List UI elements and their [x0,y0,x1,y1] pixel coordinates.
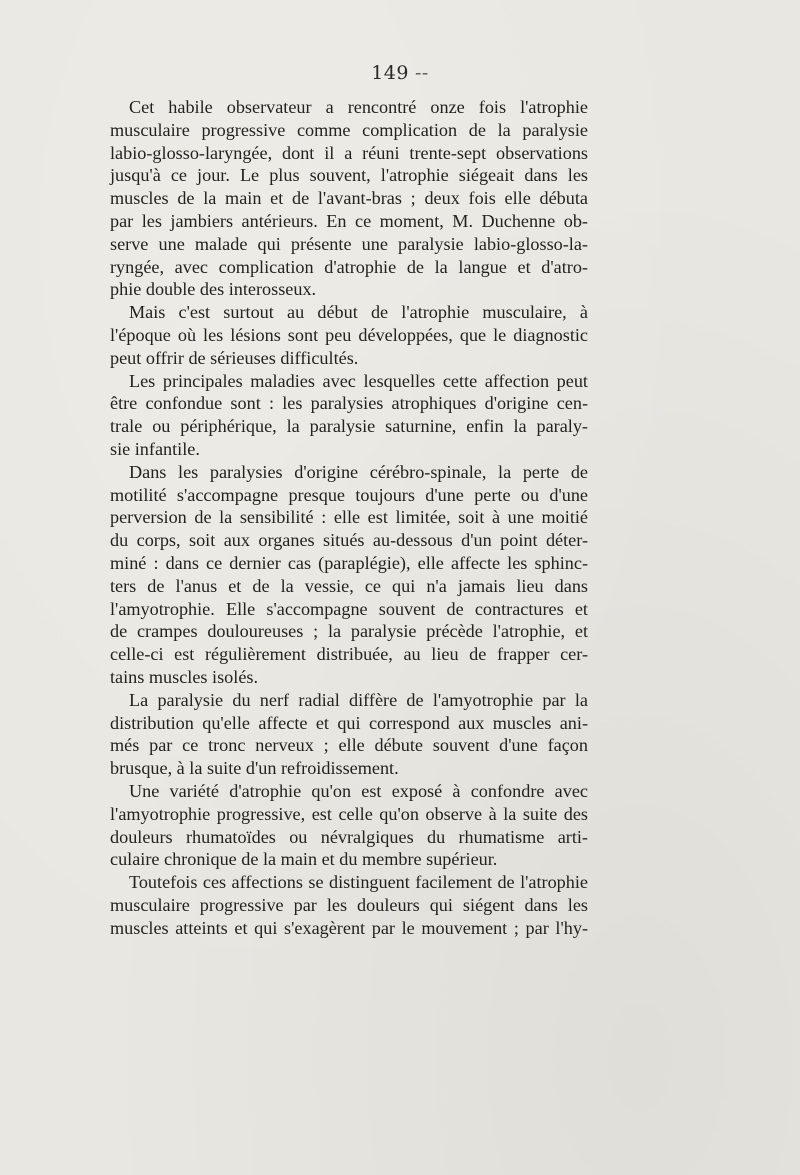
paragraph [110,301,588,369]
text-line: més par ce tronc nerveux ; elle débute souvent d'une façon [110,735,588,756]
text-line: de crampes douloureuses ; la paralysie précède l'atrophie, et [110,621,588,642]
text-line: musculaire progressive par les douleurs qui siégent dans les [110,894,588,915]
text-line: perversion de la sensibilité : elle est limitée, soit à une moitié [110,507,588,528]
text-line: Cet habile observateur a rencontré onze fois l'atrophie [129,97,588,117]
paragraph [110,370,588,461]
text-line: l'amyotrophie. Elle s'accompagne souvent de contractures et [110,598,588,619]
text-line: serve une malade qui présente une paralysie labio-glosso-la- [110,233,588,254]
text-line: muscles atteints et qui s'exagèrent par le mouvement ; par l'hy- [110,917,588,938]
text-line: motilité s'accompagne presque toujours d'une perte ou d'une [110,484,588,505]
text-line: tains muscles isolés. [110,666,259,687]
text-line: ters de l'anus et de la vessie, ce qui n'a jamais lieu dans [110,575,588,596]
text-line: brusque, à la suite d'un refroidissement. [110,758,399,779]
text-line: Mais c'est surtout au début de l'atrophie musculaire, à [129,302,588,323]
paragraph [110,871,588,939]
text-line: distribution qu'elle affecte et qui correspond aux muscles ani- [110,712,588,733]
text-line: ryngée, avec complication d'atrophie de la langue et d'atro- [110,256,588,277]
paragraph [110,96,588,301]
text-line: sie infantile. [110,438,200,459]
page-number: 149 [371,62,409,84]
text-line: l'amyotrophie progressive, est celle qu'on observe à la suite des [110,803,588,824]
text-line: l'époque où les lésions sont peu développées, que le diagnostic [110,324,588,345]
body-text [110,96,588,939]
text-line: musculaire progressive comme complication de la paralysie [110,119,588,140]
text-line: jusqu'à ce jour. Le plus souvent, l'atrophie siégeait dans les [110,165,588,186]
text-line: Les principales maladies avec lesquelles cette affection peut [129,370,588,391]
text-line: par les jambiers antérieurs. En ce moment, M. Duchenne ob- [110,210,588,231]
text-line: muscles de la main et de l'avant-bras ; deux fois elle débuta [110,188,588,209]
page-header [0,62,800,84]
paragraph [110,461,588,689]
paragraph [110,780,588,871]
header-dash: -- [414,62,429,84]
text-line: trale ou périphérique, la paralysie saturnine, enfin la paraly- [110,416,588,437]
text-line: La paralysie du nerf radial diffère de l'amyotrophie par la [129,689,588,710]
text-line: labio-glosso-laryngée, dont il a réuni trente-sept observations [110,142,588,163]
text-line: celle-ci est régulièrement distribuée, au lieu de frapper cer- [110,644,588,665]
text-line: peut offrir de sérieuses difficultés. [110,347,359,368]
text-line: culaire chronique de la main et du membre supérieur. [110,849,498,870]
text-line: Toutefois ces affections se distinguent facilement de l'atrophie [129,872,588,893]
paragraph [110,689,588,780]
text-line: du corps, soit aux organes situés au-dessous d'un point déter- [110,530,588,551]
text-line: Une variété d'atrophie qu'on est exposé à confondre avec [129,780,588,801]
text-line: phie double des interosseux. [110,279,317,300]
text-line: miné : dans ce dernier cas (paraplégie), elle affecte les sphinc- [110,552,588,573]
text-line: Dans les paralysies d'origine cérébro-spinale, la perte de [129,461,588,482]
text-line: être confondue sont : les paralysies atrophiques d'origine cen- [110,393,588,414]
text-line: douleurs rhumatoïdes ou névralgiques du rhumatisme arti- [110,826,588,847]
